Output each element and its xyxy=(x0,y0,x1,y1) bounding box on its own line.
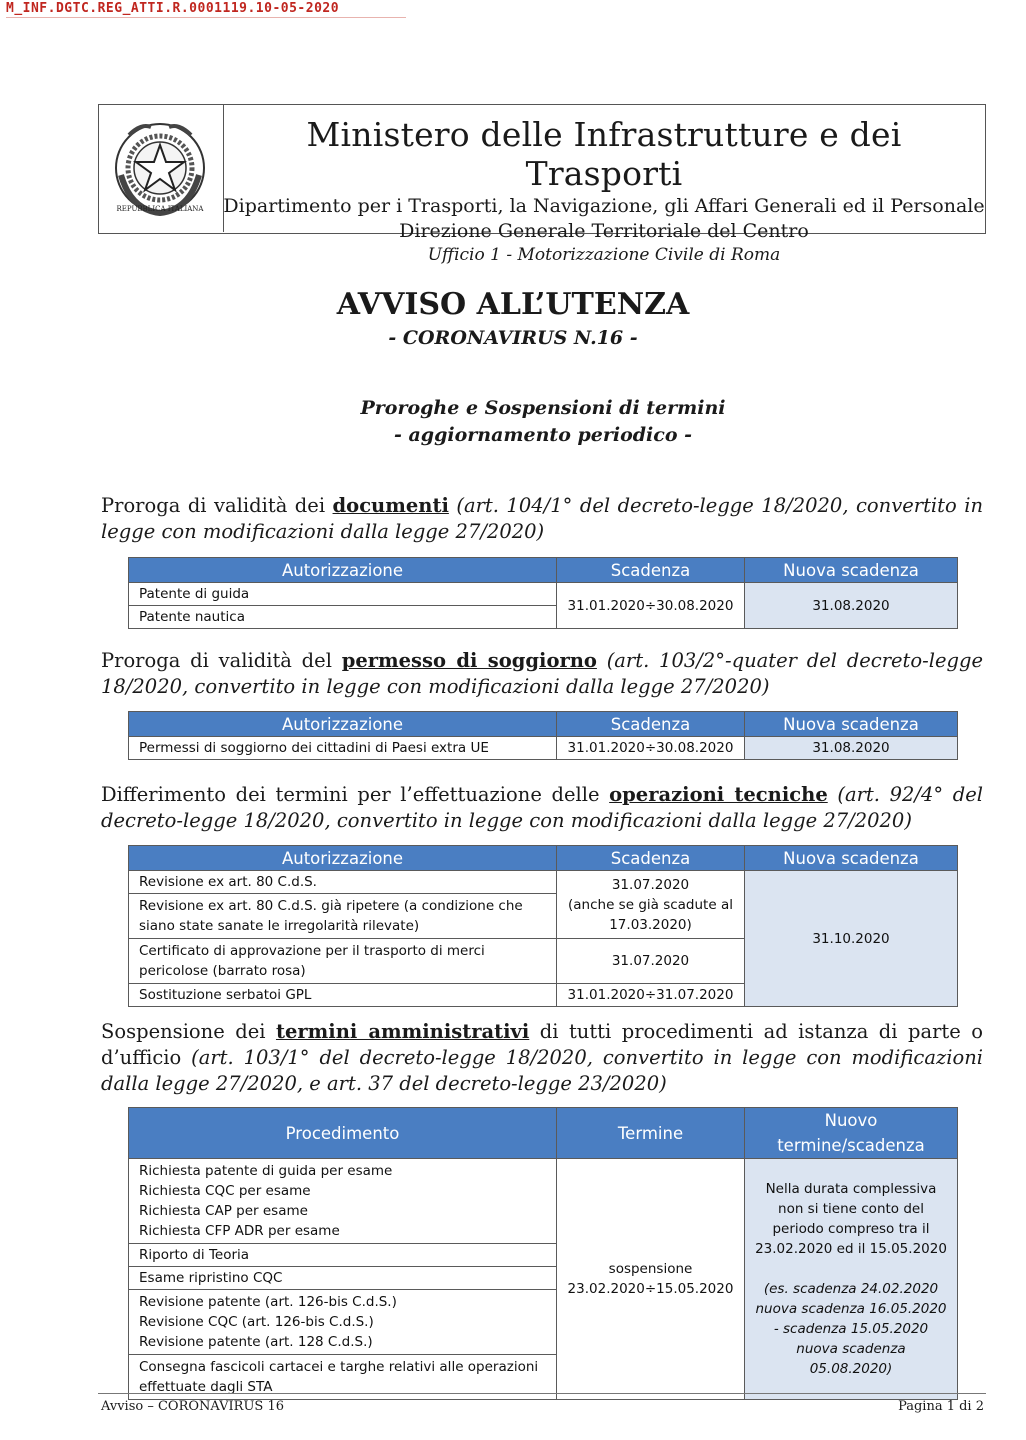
section2-table xyxy=(128,711,958,760)
example-line: - scadenza 15.05.2020 xyxy=(773,1321,929,1337)
list-item: Revisione patente (art. 128 C.d.S.) xyxy=(139,1334,373,1350)
col-header-autorizzazione: Autorizzazione xyxy=(129,558,557,583)
col-header-autorizzazione: Autorizzazione xyxy=(129,712,557,737)
section4-text: Sospensione dei xyxy=(101,1020,276,1043)
notice-subtitle: - CORONAVIRUS N.16 - xyxy=(388,327,638,349)
topic-line-2: - aggiornamento periodico - xyxy=(394,424,692,446)
list-item: Richiesta CFP ADR per esame xyxy=(139,1223,340,1239)
note-line: Nella durata complessiva xyxy=(765,1181,937,1197)
section2-text: Proroga di validità del xyxy=(101,649,342,672)
notice-title: AVVISO ALL’UTENZA xyxy=(336,287,690,322)
section4-table xyxy=(128,1107,958,1400)
department-line: Dipartimento per i Trasporti, la Navigazione, gli Affari Generali ed il Personale xyxy=(223,195,985,217)
section4-text-mid: di tutti procedimenti ad istanza di parte o d’ufficio xyxy=(101,1020,983,1069)
section2-reference: (art. 103/2°-quater del decreto-legge 18/2020, convertito in legge con modificazioni dalla legge 27/2020) xyxy=(101,649,983,698)
section1-text: Proroga di validità dei xyxy=(101,494,333,517)
directorate-line: Direzione Generale Territoriale del Centro xyxy=(399,220,809,242)
example-line: (es. scadenza 24.02.2020 xyxy=(763,1281,939,1297)
table-cell-nuova: 31.10.2020 xyxy=(745,871,958,1007)
col-header-scadenza: Scadenza xyxy=(557,846,745,871)
table-cell: Certificato di approvazione per il trasporto di merci pericolose (barrato rosa) xyxy=(129,939,557,984)
col-header-termine: Termine xyxy=(557,1108,745,1159)
example-line: nuova scadenza 05.08.2020) xyxy=(796,1341,906,1377)
header-line: termine/scadenza xyxy=(777,1136,925,1155)
table-cell: Patente di guida xyxy=(129,583,557,606)
list-item: Richiesta CAP per esame xyxy=(139,1203,308,1219)
section1-paragraph xyxy=(101,493,983,545)
col-header-scadenza: Scadenza xyxy=(557,558,745,583)
letterhead xyxy=(98,104,986,265)
table-cell: Permessi di soggiorno dei cittadini di Paesi extra UE xyxy=(129,737,557,760)
section2-keyword: permesso di soggiorno xyxy=(341,649,597,672)
note-line: periodo compreso tra il xyxy=(772,1221,930,1237)
table-cell: Consegna fascicoli cartacei e targhe relativi alle operazioni effettuate dagli STA xyxy=(129,1355,557,1400)
table-cell: Sostituzione serbatoi GPL xyxy=(129,984,557,1007)
list-item: Revisione CQC (art. 126-bis C.d.S.) xyxy=(139,1314,374,1330)
note-line: 23.02.2020 ed il 15.05.2020 xyxy=(755,1241,947,1257)
col-header-autorizzazione: Autorizzazione xyxy=(129,846,557,871)
section1-reference: (art. 104/1° del decreto-legge 18/2020, convertito in legge con modificazioni dalla legge 27/2020) xyxy=(101,494,984,543)
table-cell-scadenza: 31.07.2020 xyxy=(557,939,745,984)
table-cell: Revisione ex art. 80 C.d.S. già ripetere (a condizione che siano state sanate le irregolarità rilevate) xyxy=(129,894,557,939)
footer-document-name: Avviso – CORONAVIRUS 16 xyxy=(101,1399,284,1414)
scadenza-line: 31.07.2020 xyxy=(611,876,690,893)
table-cell-scadenza: 31.01.2020÷31.07.2020 xyxy=(557,984,745,1007)
footer-divider xyxy=(98,1393,986,1394)
col-header-nuova-scadenza: Nuova scadenza xyxy=(745,846,958,871)
emblem-cell xyxy=(99,105,224,232)
table-cell: Revisione ex art. 80 C.d.S. xyxy=(129,871,557,894)
section4-paragraph xyxy=(101,1019,983,1097)
termine-line: sospensione xyxy=(608,1261,693,1277)
col-header-scadenza: Scadenza xyxy=(557,712,745,737)
termine-line: 23.02.2020÷15.05.2020 xyxy=(567,1281,734,1297)
scadenza-line: (anche se già scadute al xyxy=(568,896,733,913)
table-cell-group xyxy=(129,1159,557,1244)
col-header-nuova-scadenza: Nuova scadenza xyxy=(745,558,958,583)
section3-reference: (art. 92/4° del decreto-legge 18/2020, convertito in legge con modificazioni dalla legge 27/2020) xyxy=(101,783,983,832)
protocol-underline xyxy=(6,17,406,18)
table-cell-scadenza xyxy=(557,871,745,939)
table-cell-scadenza: 31.01.2020÷30.08.2020 xyxy=(557,737,745,760)
section2-paragraph xyxy=(101,648,983,700)
section4-keyword: termini amministrativi xyxy=(275,1020,530,1043)
ministry-title: Ministero delle Infrastrutture e dei Trasporti xyxy=(306,115,902,193)
section3-keyword: operazioni tecniche xyxy=(609,783,828,806)
table-cell-nuova: 31.08.2020 xyxy=(745,737,958,760)
col-header-procedimento: Procedimento xyxy=(129,1108,557,1159)
section1-table xyxy=(128,557,958,629)
scadenza-line: 17.03.2020) xyxy=(609,916,692,933)
protocol-stamp: M_INF.DGTC.REG_ATTI.R.0001119.10-05-2020 xyxy=(6,1,340,16)
table-cell-nuova: 31.08.2020 xyxy=(745,583,958,629)
section3-paragraph xyxy=(101,782,983,834)
table-cell: Patente nautica xyxy=(129,606,557,629)
list-item: Richiesta CQC per esame xyxy=(139,1183,311,1199)
table-cell-scadenza: 31.01.2020÷30.08.2020 xyxy=(557,583,745,629)
list-item: Revisione patente (art. 126-bis C.d.S.) xyxy=(139,1294,397,1310)
section3-table xyxy=(128,845,958,1007)
note-line: non si tiene conto del xyxy=(778,1201,924,1217)
col-header-nuovo-termine xyxy=(745,1108,958,1159)
table-cell-nuovo-termine xyxy=(745,1159,958,1400)
footer-page-number: Pagina 1 di 2 xyxy=(898,1399,984,1414)
list-item: Richiesta patente di guida per esame xyxy=(139,1163,393,1179)
svg-text:REPUBBLICA ITALIANA: REPUBBLICA ITALIANA xyxy=(116,205,204,213)
office-line: Ufficio 1 - Motorizzazione Civile di Roma xyxy=(427,245,781,265)
header-line: Nuovo xyxy=(824,1111,878,1130)
col-header-nuova-scadenza: Nuova scadenza xyxy=(745,712,958,737)
section3-text: Differimento dei termini per l’effettuazione delle xyxy=(101,783,610,806)
table-cell-termine xyxy=(557,1159,745,1400)
table-cell: Riporto di Teoria xyxy=(129,1244,557,1267)
table-cell: Esame ripristino CQC xyxy=(129,1267,557,1290)
italian-republic-emblem-icon xyxy=(111,115,209,221)
letterhead-text xyxy=(223,105,985,265)
topic-line-1: Proroghe e Sospensioni di termini xyxy=(360,397,726,419)
table-cell-group xyxy=(129,1290,557,1355)
section4-reference: (art. 103/1° del decreto-legge 18/2020, convertito in legge con modificazioni dalla legge 27/2020, e art. 37 del decreto-legge 23/2020) xyxy=(101,1046,983,1095)
example-line: nuova scadenza 16.05.2020 xyxy=(755,1301,947,1317)
section1-keyword: documenti xyxy=(332,494,449,517)
